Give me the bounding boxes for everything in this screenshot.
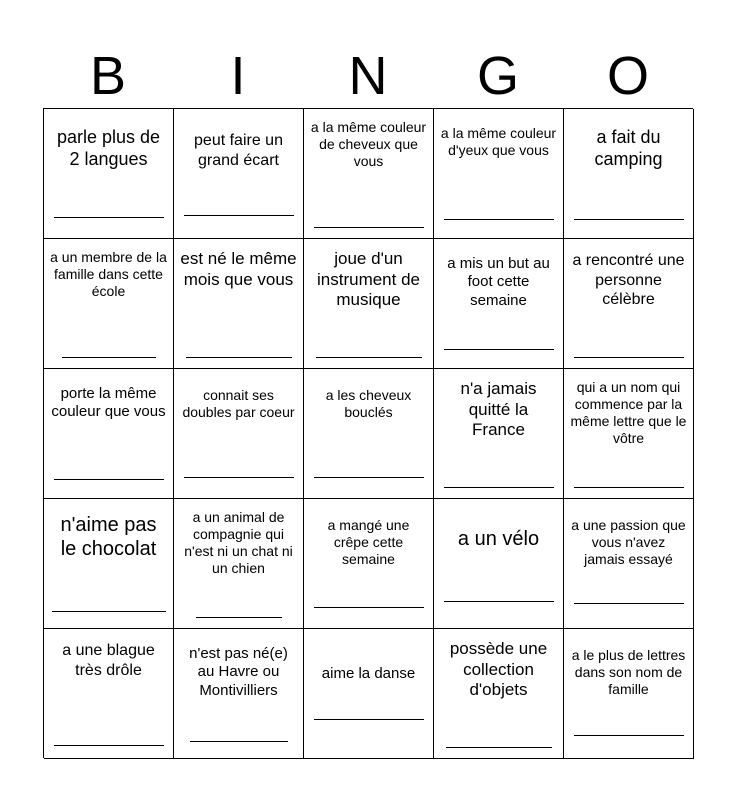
signature-line	[574, 735, 684, 736]
bingo-cell[interactable]	[434, 109, 564, 239]
bingo-cell-text: n'a jamais quitté la France	[460, 379, 537, 440]
bingo-cell[interactable]	[304, 109, 434, 239]
bingo-cell-text: connait ses doubles par coeur	[182, 387, 295, 421]
bingo-cell-text: a la même couleur d'yeux que vous	[440, 125, 557, 159]
bingo-cell[interactable]	[174, 109, 304, 239]
signature-line	[184, 477, 294, 478]
bingo-cell-text: aime la danse	[321, 665, 416, 682]
bingo-cell[interactable]	[174, 499, 304, 629]
bingo-cell[interactable]	[564, 499, 694, 629]
bingo-cell[interactable]	[434, 369, 564, 499]
bingo-cell-text: a rencontré une personne célèbre	[572, 252, 685, 309]
signature-line	[574, 357, 684, 358]
bingo-cell-text: a un vélo	[457, 528, 540, 550]
bingo-cell-text: a mangé une crêpe cette semaine	[327, 517, 410, 568]
signature-line	[444, 219, 554, 220]
bingo-cell[interactable]	[44, 499, 174, 629]
bingo-grid	[43, 108, 693, 758]
bingo-cell-text: a un membre de la famille dans cette école	[50, 249, 167, 300]
bingo-cell[interactable]	[564, 109, 694, 239]
bingo-cell-text: joue d'un instrument de musique	[317, 249, 420, 310]
bingo-cell[interactable]	[304, 499, 434, 629]
bingo-cell[interactable]	[44, 239, 174, 369]
bingo-cell-text: n'est pas né(e) au Havre ou Montivilliers	[189, 645, 288, 699]
bingo-cell-text: peut faire un grand écart	[194, 132, 283, 169]
bingo-cell-text: a le plus de lettres dans son nom de famille	[571, 647, 686, 698]
signature-line	[184, 215, 294, 216]
bingo-cell[interactable]	[174, 629, 304, 759]
signature-line	[186, 357, 292, 358]
bingo-cell[interactable]	[44, 369, 174, 499]
signature-line	[314, 227, 424, 228]
bingo-cell[interactable]	[564, 369, 694, 499]
bingo-cell-text: porte la même couleur que vous	[51, 385, 166, 421]
header-letter-n: N	[348, 46, 388, 106]
bingo-cell[interactable]	[304, 629, 434, 759]
bingo-cell[interactable]	[174, 369, 304, 499]
bingo-cell[interactable]	[564, 629, 694, 759]
signature-line	[190, 741, 288, 742]
header-letter-i: I	[230, 46, 246, 106]
signature-line	[314, 477, 424, 478]
signature-line	[316, 357, 422, 358]
signature-line	[52, 611, 166, 612]
bingo-cell[interactable]	[434, 499, 564, 629]
signature-line	[446, 747, 552, 748]
signature-line	[54, 217, 164, 218]
signature-line	[444, 349, 554, 350]
header-letter-b: B	[89, 46, 127, 106]
signature-line	[54, 479, 164, 480]
bingo-cell[interactable]	[44, 629, 174, 759]
bingo-cell[interactable]	[304, 369, 434, 499]
bingo-cell-text: possède une collection d'objets	[449, 639, 548, 700]
bingo-cell-text: est né le même mois que vous	[180, 249, 297, 289]
signature-line	[574, 603, 684, 604]
header-letter-o: O	[606, 46, 649, 106]
bingo-cell-text: a fait du camping	[594, 127, 663, 169]
bingo-cell-text: a une blague très drôle	[62, 642, 155, 679]
signature-line	[314, 719, 424, 720]
header-letter-g: G	[476, 46, 519, 106]
bingo-cell-text: parle plus de 2 langues	[56, 127, 161, 169]
signature-line	[314, 607, 424, 608]
bingo-cell[interactable]	[434, 629, 564, 759]
bingo-cell-text: qui a un nom qui commence par la même lettre que le vôtre	[570, 379, 687, 447]
bingo-cell-text: a un animal de compagnie qui n'est ni un chat ni un chien	[184, 509, 293, 577]
bingo-cell-text: n'aime pas le chocolat	[60, 514, 157, 561]
bingo-cell-text: a mis un but au foot cette semaine	[447, 255, 550, 309]
bingo-cell[interactable]	[174, 239, 304, 369]
bingo-cell-text: a la même couleur de cheveux que vous	[310, 119, 427, 170]
signature-line	[444, 601, 554, 602]
bingo-cell[interactable]	[44, 109, 174, 239]
signature-line	[444, 487, 554, 488]
bingo-cell[interactable]	[434, 239, 564, 369]
bingo-cell[interactable]	[304, 239, 434, 369]
bingo-cell-text: a les cheveux bouclés	[325, 387, 412, 421]
signature-line	[62, 357, 156, 358]
bingo-cell[interactable]	[564, 239, 694, 369]
bingo-header	[43, 44, 693, 108]
signature-line	[574, 219, 684, 220]
signature-line	[196, 617, 282, 618]
signature-line	[54, 745, 164, 746]
signature-line	[574, 487, 684, 488]
bingo-cell-text: a une passion que vous n'avez jamais essayé	[571, 517, 686, 568]
